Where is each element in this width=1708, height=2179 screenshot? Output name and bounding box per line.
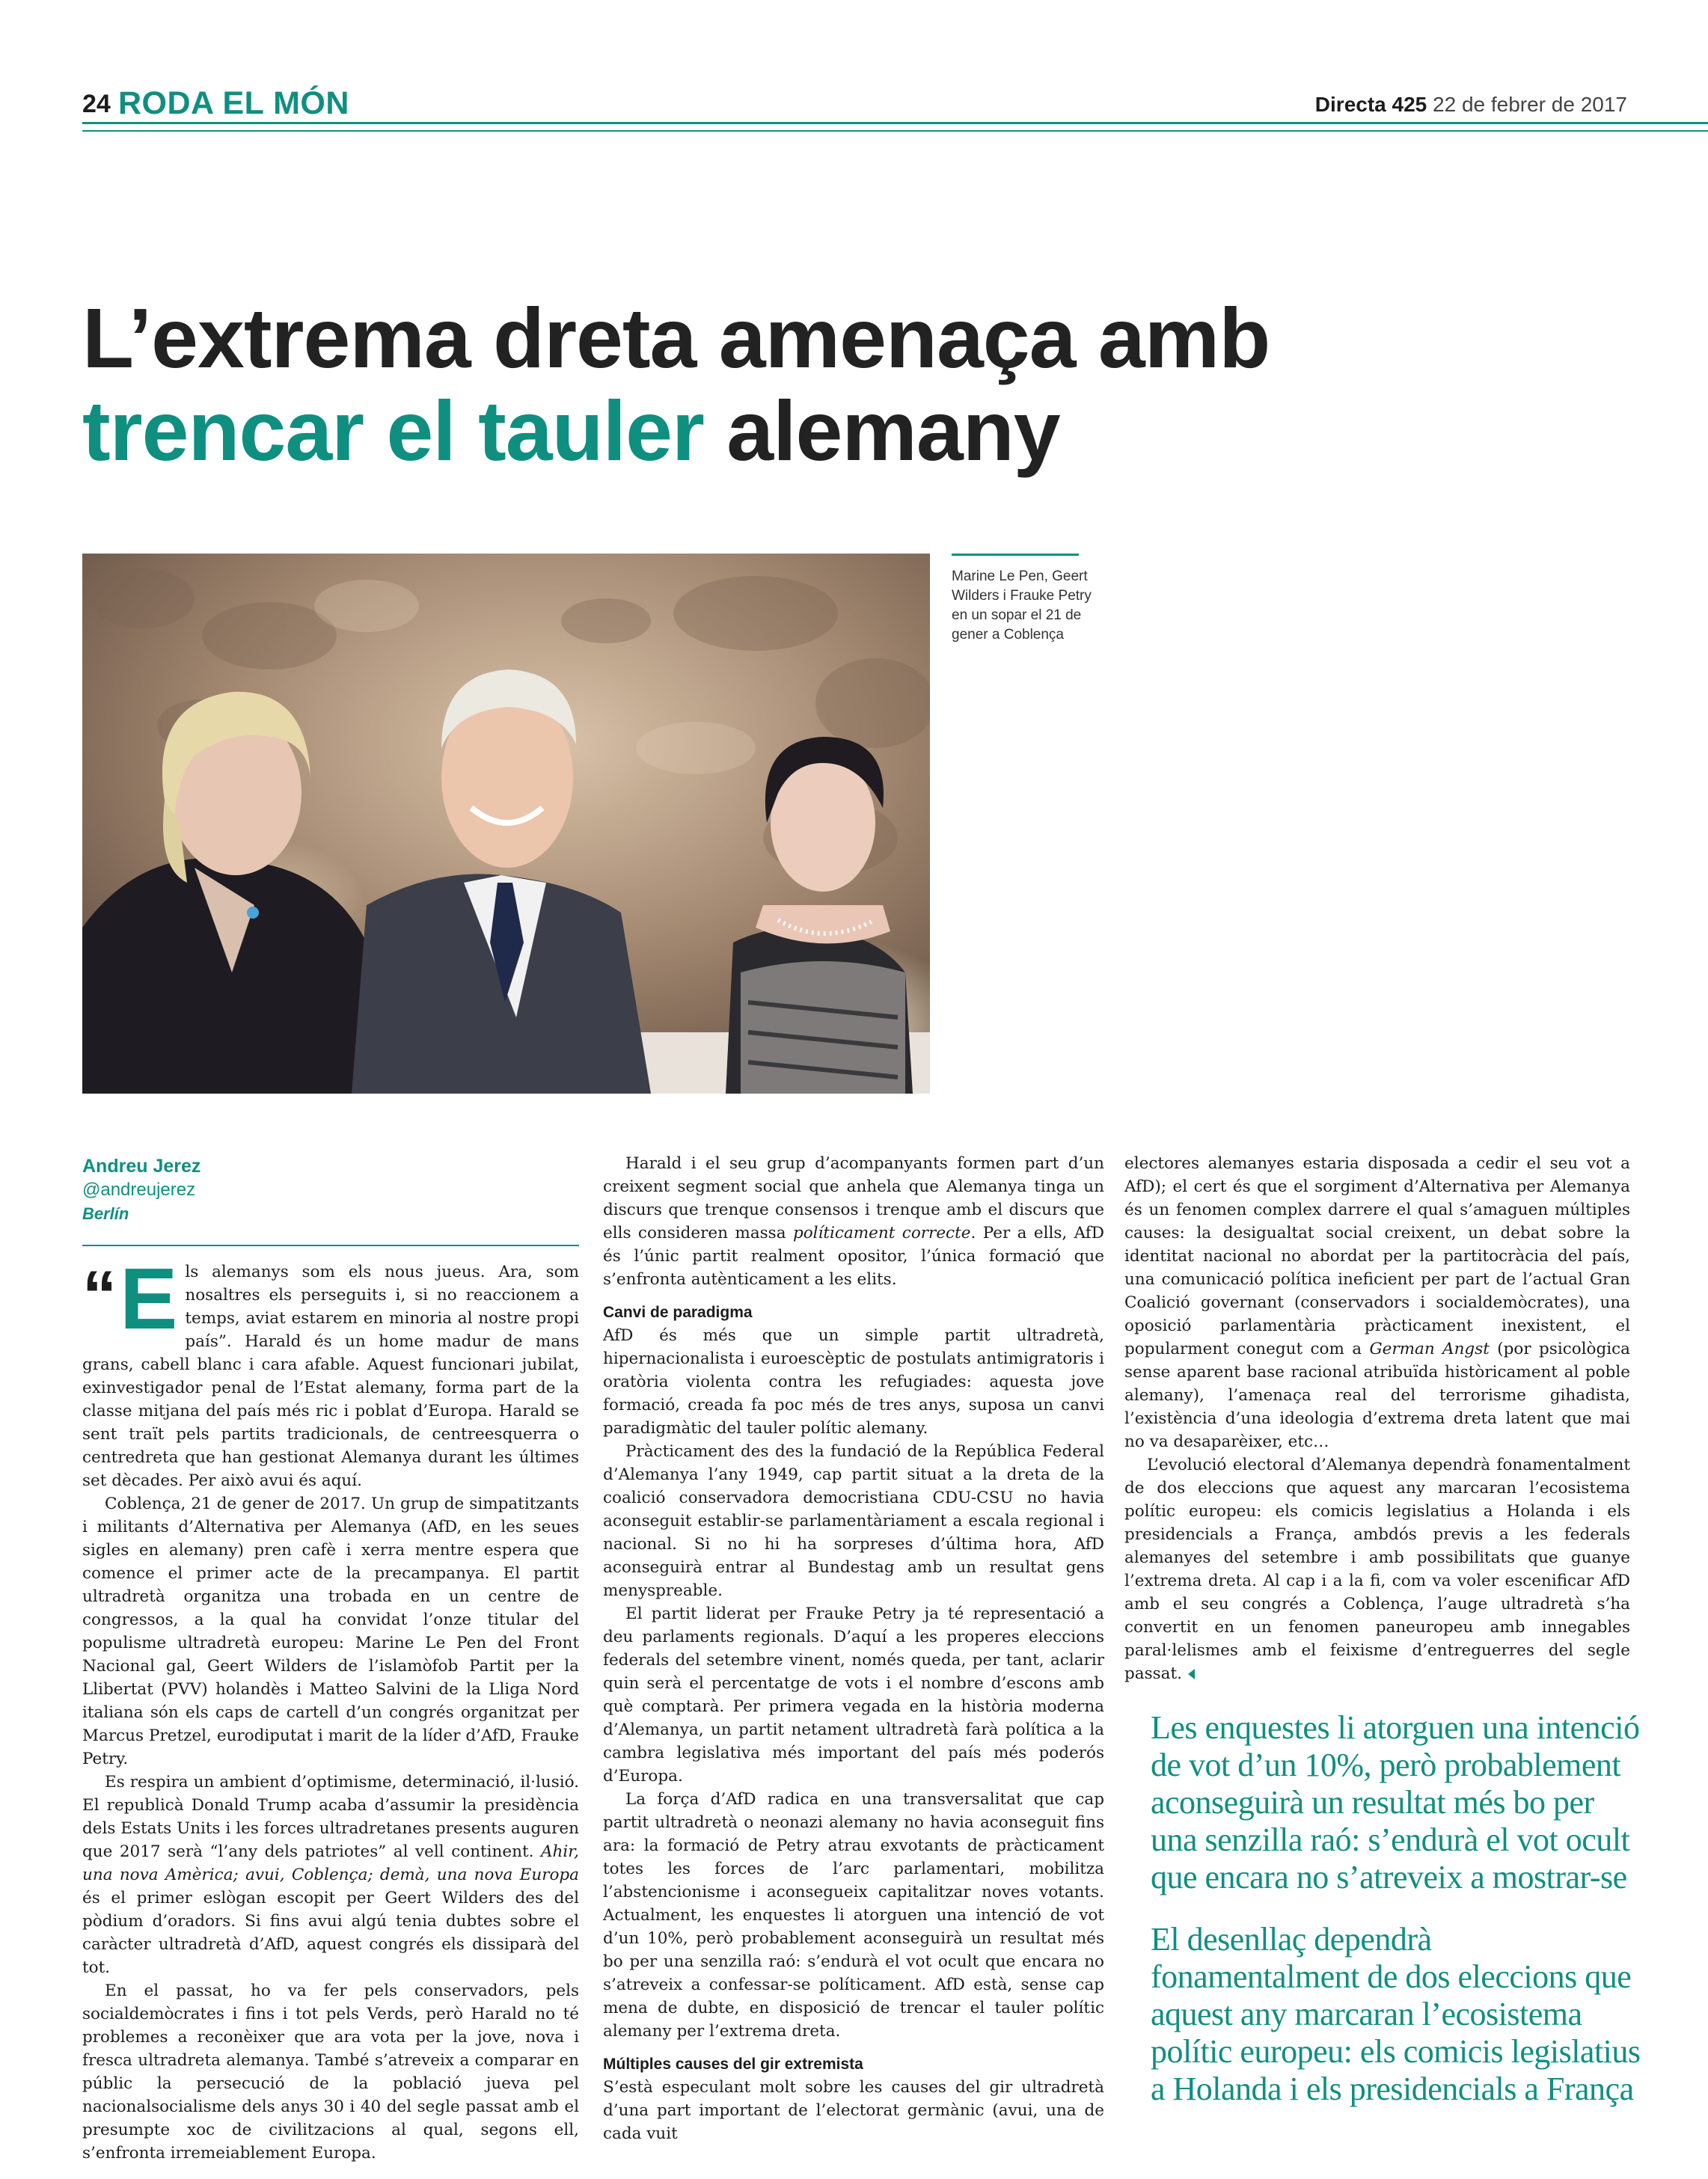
headline-highlight: trencar el tauler: [82, 384, 704, 478]
byline-rule: [82, 1245, 579, 1246]
article-paragraph: [82, 1771, 579, 1979]
pull-quote: El desenllaç dependrà fonamentalment de dos eleccions que aquest any marcaran l’ecosistema polític europeu: els comicis legislatius a Holanda i els presidencials a França: [1151, 1921, 1641, 2107]
paragraph-text: . Per a ells, AfD és l’únic partit realment opositor, l’única formació que s’enfronta autènticament a les elits.: [603, 1224, 1104, 1289]
publication-info: [1315, 93, 1627, 117]
emphasis-text: políticament correcte: [792, 1224, 971, 1242]
section-title: RODA EL MÓN: [118, 85, 349, 121]
article-paragraph: AfD és més que un simple partit ultradretà, hipernacionalista i euroescèptic de postulats antimigratoris i oratòria violenta contra les refugiades: aquesta jove formació, creada fa poc més de tres anys, suposa un canvi paradigmàtic del tauler polític alemany.: [603, 1326, 1104, 1438]
headline-line2-rest: alemany: [726, 384, 1060, 478]
article-paragraph: La força d’AfD radica en una transversalitat que cap partit ultradretà o neonazi alemany no havia aconseguit fins ara: la formació de Petry atrau exvotants de pràcticament totes les forces de l’arc parlamentari, mobilitza l’abstencionisme i aconsegueix capitalitzar noves votants. Actualment, les enquestes li atorguen una intenció de vot d’un 10%, però probablement aconseguirà un resultat més bo per una senzilla raó: s’endurà el vot ocult que encara no s’atreveix a confessar-se políticament. AfD està, sense cap mena de dubte, en disposició de trencar el tauler polític alemany per l’extrema dreta.: [603, 1790, 1104, 2041]
header-rule-bottom: [82, 130, 1708, 132]
dateline-city: Berlín: [82, 1204, 129, 1223]
page-number: 24: [82, 90, 111, 118]
author-handle: @andreujerez: [82, 1180, 196, 1200]
paragraph-text: és el primer eslògan escopit per Geert Wilders des del pòdium d’oradors. Si fins avui algú tenia dubtes sobre el caràcter ultradretà d’AfD, aquest congrés els dissiparà del tot.: [82, 1889, 579, 1977]
article-paragraph: [1124, 1453, 1630, 1685]
paragraph-text: L’evolució electoral d’Alemanya dependrà fonamentalment de dos eleccions que aquest any marcaran l’ecosistema polític europeu: els comicis legislatius a Holanda i els presidencials a França, ambdós previs a les federals alemanyes del setembre i amb possibilitats que guanye l’extrema dreta. Al cap i a la fi, com va voler escenificar AfD amb el seu congrés a Coblença, l’auge ultradretà s’ha convertit en un fenomen paneuropeu amb innegables paral·lelismes amb el feixisme d’entreguerres del segle passat.: [1124, 1456, 1630, 1683]
article-headline: [82, 292, 1504, 477]
publication-name: Directa 425: [1314, 93, 1427, 116]
article-paragraph: El partit liderat per Frauke Petry ja té representació a deu parlaments regionals. D’aquí a les properes eleccions federals del setembre vinent, només queda, per tant, aclarir quin serà el percentatge de vots i el nombre d’escons amb què comptarà. Per primera vegada en la història moderna d’Alemanya, un partit netament ultradretà farà política a la cambra legislativa més important del país més poderós d’Europa.: [603, 1605, 1104, 1786]
article-paragraph: [603, 1152, 1104, 1291]
paragraph-text: ls alemanys som els nous jueus. Ara, som nosaltres els perseguits i, si no reaccionem a temps, aviat estarem en minoria al nostre propi país”. Harald és un home madur de mans grans, cabell blanc i cara afable. Aquest funcionari jubilat, exinvestigador penal de l’Estat alemany, forma part de la classe mitjana del país més ric i poblat d’Europa. Harald se sent traït pels partits tradicionals, de centreesquerra o centredreta que han gestionat Alemanya durant les últimes set dècades. Per això avui és aquí.: [82, 1263, 579, 1490]
headline-line1: L’extrema dreta amenaça amb: [82, 291, 1270, 385]
article-paragraph: Pràcticament des des la fundació de la República Federal d’Alemanya l’any 1949, cap partit situat a la dreta de la coalició conservadora democristiana CDU-CSU no havia aconseguit establir-se parlamentàriament a escala regional i nacional. Si no hi ha sorpreses d’última hora, AfD aconseguirà entrar al Bundestag amb un resultat gens menyspreable.: [603, 1442, 1104, 1600]
opening-quote-mark: “: [82, 1257, 117, 1334]
paragraph-text: Es respira un ambient d’optimisme, determinació, il·lusió. El republicà Donald Trump acaba d’assumir la presidència dels Estats Units i les forces ultradretanes presents auguren que 2017 serà “l’any dels patriotes” al vell continent.: [82, 1773, 579, 1861]
header-rule-top: [82, 122, 1708, 124]
byline: [82, 1154, 579, 1226]
photo-caption: Marine Le Pen, Geert Wilders i Frauke Petry en un sopar el 21 de gener a Coblença: [952, 568, 1092, 643]
caption-rule: [952, 554, 1079, 556]
paragraph-text: electores alemanyes estaria disposada a cedir el seu vot a AfD); el cert és que el sorgiment d’Alternativa per Alemanya és un fenomen complex darrere el qual s’amaguen múltiples causes: la desigualtat social creixent, un debat sobre la identitat nacional no abordat per la partitocràcia del país, una comunicació política ineficient per part de l’actual Gran Coalició governant (conservadors i socialdemòcrates), una oposició parlamentària pràcticament inexistent, el popularment conegut com a: [1124, 1154, 1630, 1358]
drop-cap: E: [120, 1250, 178, 1347]
pull-quote: Les enquestes li atorguen una intenció de vot d’un 10%, però probablement aconseguirà un resultat més bo per una senzilla raó: s’endurà el vot ocult que encara no s’atreveix a mostrar-se: [1151, 1709, 1640, 1895]
paragraph-text: (por psicològica sense aparent base racional atribuïda històricament al poble alemany), l’amenaça real del terrorisme gihadista, l’existència d’una ideologia d’extrema dreta latent que mai no va desaparèixer, etc…: [1124, 1340, 1630, 1451]
end-of-article-icon: [1188, 1669, 1195, 1679]
emphasis-text: German Angst: [1369, 1340, 1490, 1358]
subheading: Múltiples causes del gir extremista: [603, 2056, 863, 2073]
article-photo: [82, 554, 930, 1094]
emphasis-text: Ahir, una nova Amèrica; avui, Coblença; demà, una nova Europa: [82, 1842, 579, 1884]
article-column-1: [82, 1250, 579, 2165]
article-paragraph: Coblença, 21 de gener de 2017. Un grup de simpatitzants i militants d’Alternativa per Alemanya (AfD, en les seues sigles en alemany) pren cafè i xerra mentre espera que comence el primer acte de la precampanya. El partit ultradretà organitza una trobada en un centre de congressos, a la qual ha convidat l’onze titular del populisme ultradretà europeu: Marine Le Pen del Front Nacional gal, Geert Wilders de l’islamòfob Partit per la Llibertat (PVV) holandès i Matteo Salvini de la Lliga Nord italiana són els caps de cartell d’un congrés organitzat per Marcus Pretzel, eurodiputat i marit de la líder d’AfD, Frauke Petry.: [82, 1495, 579, 1768]
article-paragraph: [1124, 1152, 1630, 1453]
article-column-2: [603, 1152, 1104, 2145]
article-paragraph: [82, 1250, 579, 1492]
article-column-3: [1124, 1152, 1630, 1685]
article-paragraph: S’està especulant molt sobre les causes del gir ultradretà d’una part important de l’electorat germànic (avui, una de cada vuit: [603, 2078, 1104, 2143]
publication-date: 22 de febrer de 2017: [1433, 93, 1627, 116]
author-name: Andreu Jerez: [82, 1156, 201, 1177]
subheading: Canvi de paradigma: [603, 1304, 753, 1321]
article-paragraph: En el passat, ho va fer pels conservadors, pels socialdemòcrates i fins i tot pels Verds, però Harald no té problemes a reconèixer que ara vota per la jove, nova i fresca ultradreta alemanya. També s’atreveix a comparar en públic la persecució de la població jueva pel nacionalsocialisme dels anys 30 i 40 del segle passat amb el presumpte xoc de civilitzacions al qual, segons ell, s’enfronta irremeiablement Europa.: [82, 1982, 579, 2163]
paragraph-text: Harald i el seu grup d’acompanyants formen part d’un creixent segment social que anhela que Alemanya tinga un discurs que trenque consensos i trenque amb el discurs que ells consideren massa: [603, 1154, 1104, 1242]
